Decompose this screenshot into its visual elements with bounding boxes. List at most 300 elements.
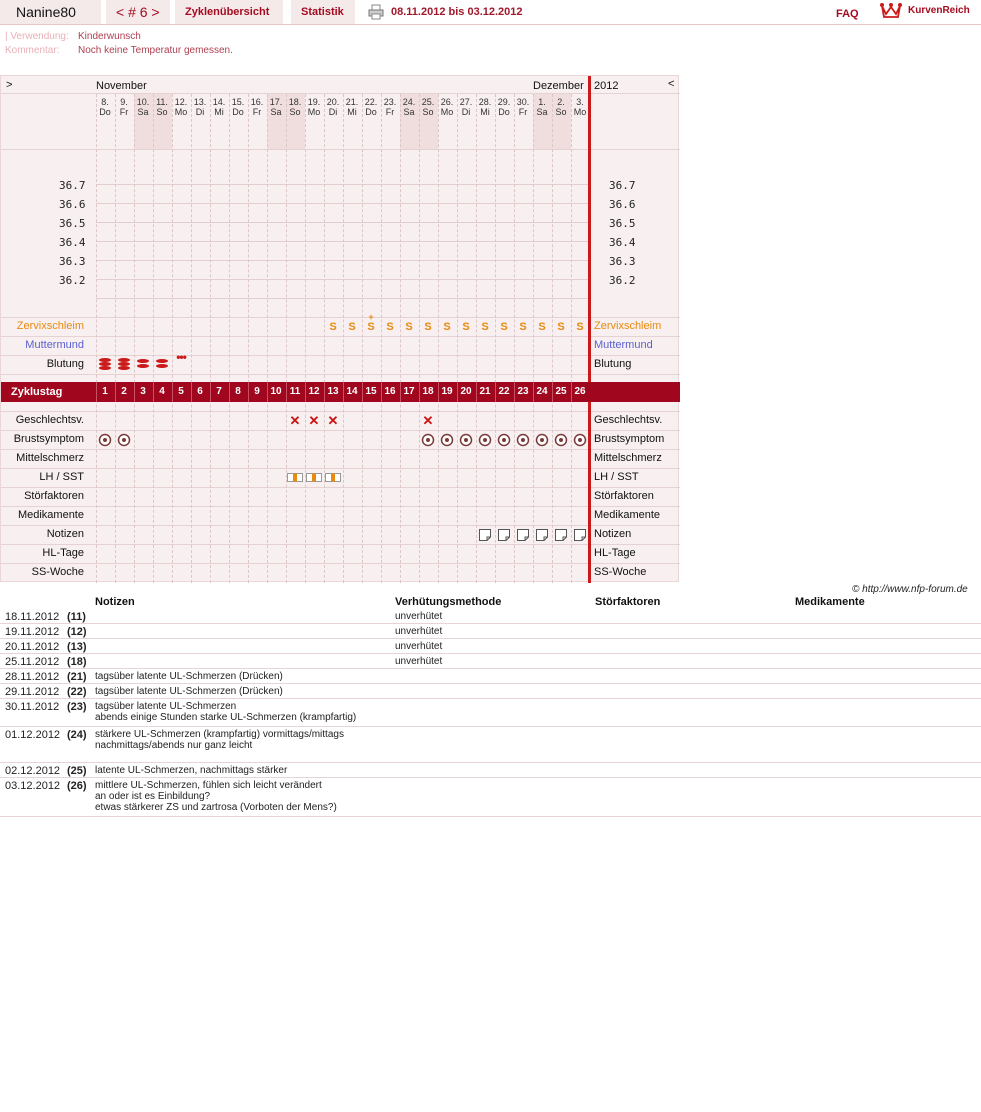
cycle-day-divider [476, 382, 477, 402]
note-text [95, 780, 337, 813]
note-row [0, 654, 981, 669]
year-label: 2012 [594, 80, 619, 92]
zervix-mark: S [443, 321, 451, 333]
cycle-day-divider [571, 382, 572, 402]
cycle-day-divider [153, 382, 154, 402]
weekday: Do [99, 107, 111, 117]
cycle-day-number: 14 [346, 386, 358, 397]
temp-label-right: 36.6 [609, 198, 636, 211]
note-row [0, 727, 981, 763]
note-icon[interactable] [498, 529, 510, 541]
row-label-mittel-right: Mittelschmerz [594, 452, 662, 464]
zervix-mark: S [348, 321, 356, 333]
note-cycle-day: (11) [67, 611, 86, 623]
cycle-day-number: 12 [308, 386, 320, 397]
tab-cycle-overview[interactable]: Zyklenübersicht [175, 0, 283, 24]
row-label-brust-right: Brustsymptom [594, 433, 665, 445]
note-line: stärkere UL-Schmerzen (krampfartig) vormittags/mittags [95, 729, 344, 740]
day-number: 30. [516, 97, 530, 107]
day-divider [438, 94, 439, 583]
day-divider [96, 94, 97, 583]
date-range: 08.11.2012 bis 03.12.2012 [391, 6, 523, 18]
zervix-mark: S [405, 321, 413, 333]
zervix-mark: S [462, 321, 470, 333]
cycle-day-divider [229, 382, 230, 402]
day-number: 17. [269, 97, 283, 107]
day-header [324, 97, 342, 117]
lh-test-icon [287, 473, 303, 483]
row-label-stoer: Störfaktoren [24, 490, 84, 502]
bleeding-icon [155, 357, 169, 371]
note-line: an oder ist es Einbildung? [95, 791, 211, 802]
day-header [191, 97, 209, 117]
note-text [95, 729, 344, 751]
weekday: Sa [403, 107, 415, 117]
brand-name: KurvenReich [908, 5, 970, 16]
weekday: So [289, 107, 301, 117]
bleeding-icon [117, 357, 131, 371]
tab-statistics[interactable]: Statistik [291, 0, 355, 24]
day-header [533, 97, 551, 117]
bleeding-icon [98, 357, 112, 371]
cycle-day-divider [210, 382, 211, 402]
day-header [495, 97, 513, 117]
grid-line [1, 336, 680, 337]
day-header [362, 97, 380, 117]
breast-symptom-icon [554, 433, 568, 447]
note-method: unverhütet [395, 656, 443, 667]
note-cycle-day: (23) [67, 701, 87, 713]
weekday: Mi [347, 107, 357, 117]
day-header [305, 97, 323, 117]
row-label-blutung: Blutung [46, 358, 84, 370]
day-number: 29. [497, 97, 511, 107]
note-method: unverhütet [395, 626, 443, 637]
cycle-day-number: 15 [365, 386, 377, 397]
breast-symptom-icon [478, 433, 492, 447]
note-icon[interactable] [574, 529, 586, 541]
weekday: Di [328, 107, 338, 117]
note-text [95, 765, 287, 776]
grid-line [1, 411, 680, 412]
day-number: 9. [120, 97, 128, 107]
day-divider [324, 94, 325, 583]
day-number: 16. [250, 97, 264, 107]
note-text [95, 671, 283, 682]
note-cycle-day: (21) [67, 671, 87, 683]
zervix-mark: S [538, 321, 546, 333]
day-number: 28. [478, 97, 492, 107]
day-header [267, 97, 285, 117]
cycle-day-divider [267, 382, 268, 402]
row-label-medi: Medikamente [17, 509, 84, 521]
note-date: 28.11.2012 [5, 671, 60, 683]
weekday: Sa [536, 107, 548, 117]
zervix-mark: S [557, 321, 565, 333]
note-row [0, 778, 981, 817]
top-bar [0, 0, 981, 26]
day-divider [362, 94, 363, 583]
cycle-day-divider [438, 382, 439, 402]
day-header [457, 97, 475, 117]
note-date: 18.11.2012 [5, 611, 60, 623]
note-icon[interactable] [555, 529, 567, 541]
day-divider [305, 94, 306, 583]
usage-value: Kinderwunsch [78, 31, 141, 42]
note-cycle-day: (13) [67, 641, 87, 653]
temp-label-right: 36.3 [609, 255, 636, 268]
cycle-day-number: 11 [289, 386, 301, 397]
cycle-day-number: 25 [555, 386, 567, 397]
temp-label-left: 36.7 [59, 179, 86, 192]
cycle-navigator[interactable]: < # 6 > [106, 0, 170, 24]
cycle-day-divider [305, 382, 306, 402]
grid-line [1, 93, 680, 94]
grid-line [1, 149, 680, 150]
note-method: unverhütet [395, 641, 443, 652]
note-date: 29.11.2012 [5, 686, 60, 698]
zervix-mark: S [576, 321, 584, 333]
day-number: 11. [156, 97, 168, 107]
breast-symptom-icon [535, 433, 549, 447]
zervix-mark: S [481, 321, 489, 333]
day-header [96, 97, 114, 117]
grid-line [1, 374, 680, 375]
day-divider [172, 94, 173, 583]
comment-label: Kommentar: [5, 45, 60, 56]
day-header [400, 97, 418, 117]
note-icon[interactable] [536, 529, 548, 541]
day-number: 12. [174, 97, 188, 107]
temp-label-left: 36.3 [59, 255, 86, 268]
cycle-day-number: 7 [216, 386, 222, 397]
day-divider [343, 94, 344, 583]
temp-label-left: 36.4 [59, 236, 86, 249]
cycle-day-divider [457, 382, 458, 402]
note-row [0, 639, 981, 654]
weekday: Do [365, 107, 377, 117]
note-cycle-day: (12) [67, 626, 87, 638]
day-divider [210, 94, 211, 583]
cycle-day-divider [134, 382, 135, 402]
cycle-day-number: 2 [121, 386, 127, 397]
day-divider [514, 94, 515, 583]
cycle-day-number: 9 [254, 386, 260, 397]
note-line: tagsüber latente UL-Schmerzen (Drücken) [95, 686, 283, 697]
note-icon[interactable] [517, 529, 529, 541]
row-label-notizen-right: Notizen [594, 528, 632, 540]
note-icon[interactable] [479, 529, 491, 541]
notes-header-notizen: Notizen [95, 596, 135, 608]
day-header [438, 97, 456, 117]
temp-label-right: 36.7 [609, 179, 636, 192]
cycle-day-number: 23 [517, 386, 529, 397]
zervix-mark: S [386, 321, 394, 333]
grid-line [1, 355, 680, 356]
intercourse-mark: ✕ [327, 413, 339, 428]
row-label-medi-right: Medikamente [594, 509, 661, 521]
day-divider [552, 94, 553, 583]
kurvenreich-logo[interactable] [880, 2, 980, 22]
cycle-day-number: 24 [536, 386, 548, 397]
zervix-mark: S [367, 321, 375, 333]
lh-test-icon [325, 473, 341, 483]
note-line: nachmittags/abends nur ganz leicht [95, 740, 253, 751]
weekday: Sa [137, 107, 149, 117]
note-date: 02.12.2012 [5, 765, 61, 777]
grid-line [1, 525, 680, 526]
weekday: Mo [174, 107, 188, 117]
note-date: 19.11.2012 [5, 626, 60, 638]
print-icon[interactable] [368, 4, 384, 20]
cycle-day-number: 1 [102, 386, 108, 397]
row-label-zervix: Zervixschleim [16, 320, 84, 332]
note-cycle-day: (26) [67, 780, 87, 792]
cycle-day-divider [533, 382, 534, 402]
day-number: 25. [421, 97, 435, 107]
cycle-day-number: 20 [460, 386, 472, 397]
grid-line [1, 430, 680, 431]
day-number: 8. [101, 97, 109, 107]
day-number: 21. [345, 97, 359, 107]
cycle-day-number: 19 [441, 386, 453, 397]
day-number: 3. [576, 97, 584, 107]
row-label-stoer-right: Störfaktoren [594, 490, 654, 502]
day-number: 26. [440, 97, 454, 107]
day-header [419, 97, 437, 117]
day-number: 1. [538, 97, 546, 107]
note-cycle-day: (18) [67, 656, 87, 668]
row-label-hl-right: HL-Tage [594, 547, 636, 559]
day-divider [457, 94, 458, 583]
month-start-label: November [96, 80, 147, 92]
note-row [0, 699, 981, 727]
intercourse-mark: ✕ [308, 413, 320, 428]
breast-symptom-icon [459, 433, 473, 447]
row-label-zervix-right: Zervixschleim [594, 320, 662, 332]
row-label-brust: Brustsymptom [13, 433, 84, 445]
day-header [153, 97, 171, 117]
breast-symptom-icon [98, 433, 112, 447]
username-tab[interactable]: Nanine80 [0, 0, 101, 24]
cycle-chart [0, 75, 679, 582]
row-label-geschlecht: Geschlechtsv. [15, 414, 84, 426]
weekday: Do [498, 107, 510, 117]
day-header [115, 97, 133, 117]
note-row [0, 624, 981, 639]
row-label-lh: LH / SST [39, 471, 84, 483]
temp-label-right: 36.2 [609, 274, 636, 287]
day-divider [134, 94, 135, 583]
zervix-mark: S [519, 321, 527, 333]
note-row [0, 669, 981, 684]
cycle-day-divider [191, 382, 192, 402]
cycle-day-divider [495, 382, 496, 402]
day-divider [400, 94, 401, 583]
chart-prev-button[interactable]: > [6, 79, 13, 91]
day-divider [571, 94, 572, 583]
day-divider [286, 94, 287, 583]
comment-value: Noch keine Temperatur gemessen. [78, 45, 233, 56]
day-divider [115, 94, 116, 583]
day-number: 15. [231, 97, 245, 107]
note-date: 20.11.2012 [5, 641, 60, 653]
day-header [172, 97, 190, 117]
note-cycle-day: (24) [67, 729, 87, 741]
day-header [476, 97, 494, 117]
note-row [0, 609, 981, 624]
day-header [210, 97, 228, 117]
cycle-day-number: 17 [403, 386, 415, 397]
day-header [229, 97, 247, 117]
weekday: Mi [480, 107, 490, 117]
weekday: Mo [440, 107, 454, 117]
day-divider [153, 94, 154, 583]
cycle-day-number: 4 [159, 386, 165, 397]
day-number: 19. [307, 97, 321, 107]
cycle-day-divider [343, 382, 344, 402]
weekday: Mo [573, 107, 587, 117]
note-date: 25.11.2012 [5, 656, 60, 668]
divider [0, 24, 981, 25]
cycle-day-divider [514, 382, 515, 402]
zervix-mark: S [424, 321, 432, 333]
note-row [0, 684, 981, 699]
usage-label: | Verwendung: [5, 31, 69, 42]
cycle-day-number: 22 [498, 386, 510, 397]
cycle-day-divider [381, 382, 382, 402]
row-label-muttermund-right: Muttermund [594, 339, 653, 351]
temp-label-left: 36.6 [59, 198, 86, 211]
cycle-day-number: 6 [197, 386, 203, 397]
grid-line [1, 563, 680, 564]
note-line: mittlere UL-Schmerzen, fühlen sich leicht verändert [95, 780, 322, 791]
day-header [343, 97, 361, 117]
grid-line [1, 468, 680, 469]
day-divider [267, 94, 268, 583]
cycle-day-number: 18 [422, 386, 434, 397]
day-header [552, 97, 570, 117]
day-header [381, 97, 399, 117]
breast-symptom-icon [573, 433, 587, 447]
grid-line [1, 317, 680, 318]
lh-test-icon [306, 473, 322, 483]
cycle-day-band [1, 382, 680, 402]
day-divider [419, 94, 420, 583]
weekday: Di [461, 107, 471, 117]
day-divider [229, 94, 230, 583]
cycle-day-divider [419, 382, 420, 402]
cycle-day-number: 3 [140, 386, 146, 397]
temp-label-right: 36.4 [609, 236, 636, 249]
note-date: 03.12.2012 [5, 780, 61, 792]
zervix-plus-mark: + [368, 312, 374, 322]
day-header [248, 97, 266, 117]
breast-symptom-icon [516, 433, 530, 447]
note-line: abends einige Stunden starke UL-Schmerzen (krampfartig) [95, 712, 357, 723]
day-number: 27. [459, 97, 473, 107]
chart-next-button[interactable]: < [668, 78, 675, 90]
usage-info [5, 31, 141, 42]
weekday: So [422, 107, 434, 117]
day-number: 18. [288, 97, 302, 107]
grid-line [1, 544, 680, 545]
notes-header-method: Verhütungsmethode [395, 596, 502, 608]
row-label-mittel: Mittelschmerz [16, 452, 84, 464]
day-header [134, 97, 152, 117]
row-label-notizen: Notizen [46, 528, 84, 540]
day-number: 23. [383, 97, 397, 107]
crown-icon [880, 2, 902, 20]
cycle-day-divider [362, 382, 363, 402]
row-label-hl: HL-Tage [42, 547, 84, 559]
note-method: unverhütet [395, 611, 443, 622]
note-date: 01.12.2012 [5, 729, 61, 741]
weekday: Fr [252, 107, 262, 117]
day-number: 24. [402, 97, 416, 107]
month-end-label: Dezember [533, 80, 584, 92]
note-cycle-day: (25) [67, 765, 87, 777]
row-label-ss: SS-Woche [31, 566, 84, 578]
weekday: Fr [119, 107, 129, 117]
bleeding-icon [136, 357, 150, 371]
row-label-blutung-right: Blutung [594, 358, 632, 370]
temp-label-left: 36.5 [59, 217, 86, 230]
weekday: Fr [385, 107, 395, 117]
cycle-day-number: 13 [327, 386, 339, 397]
weekday: So [156, 107, 168, 117]
intercourse-mark: ✕ [422, 413, 434, 428]
copyright[interactable]: © http://www.nfp-forum.de [852, 584, 968, 595]
faq-link[interactable]: FAQ [836, 8, 859, 20]
breast-symptom-icon [421, 433, 435, 447]
zervix-mark: S [329, 321, 337, 333]
row-label-ss-right: SS-Woche [594, 566, 647, 578]
spotting-icon: ••• [176, 350, 186, 364]
cycle-day-number: 16 [384, 386, 396, 397]
zyklustag-label: Zyklustag [11, 386, 63, 398]
cycle-day-divider [324, 382, 325, 402]
breast-symptom-icon [440, 433, 454, 447]
cycle-day-divider [172, 382, 173, 402]
notes-header-medi: Medikamente [795, 596, 865, 608]
cycle-day-number: 26 [574, 386, 586, 397]
day-divider [476, 94, 477, 583]
cycle-day-divider [96, 382, 97, 402]
day-number: 10. [136, 97, 150, 107]
row-label-geschlecht-right: Geschlechtsv. [594, 414, 663, 426]
note-line: tagsüber latente UL-Schmerzen [95, 701, 237, 712]
day-header [571, 97, 589, 117]
cycle-day-divider [552, 382, 553, 402]
grid-line [1, 487, 680, 488]
weekday: So [555, 107, 567, 117]
note-text [95, 701, 356, 723]
temp-label-right: 36.5 [609, 217, 636, 230]
cycle-end-marker [588, 76, 591, 583]
row-label-muttermund: Muttermund [25, 339, 84, 351]
day-header [286, 97, 304, 117]
cycle-day-divider [286, 382, 287, 402]
day-number: 13. [193, 97, 207, 107]
weekday: Do [232, 107, 244, 117]
note-text [95, 686, 283, 697]
weekday: Fr [518, 107, 528, 117]
weekday: Mi [214, 107, 224, 117]
grid-line [1, 449, 680, 450]
day-divider [495, 94, 496, 583]
notes-header-stoer: Störfaktoren [595, 596, 661, 608]
